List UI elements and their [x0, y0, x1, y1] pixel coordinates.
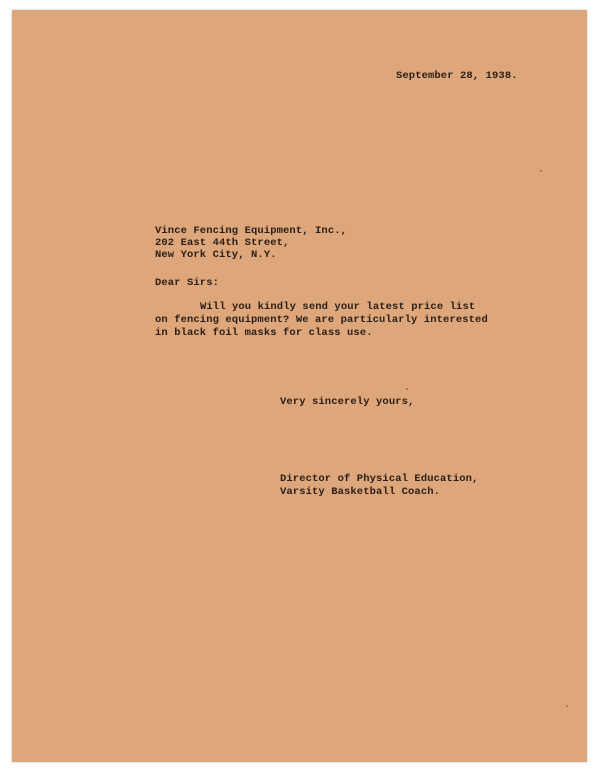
signature-line-1: Director of Physical Education,	[280, 473, 479, 485]
body-line-3: in black foil masks for class use.	[155, 327, 373, 339]
recipient-line-3: New York City, N.Y.	[155, 249, 277, 261]
letter-paper	[12, 10, 587, 762]
closing: Very sincerely yours,	[280, 396, 415, 408]
salutation: Dear Sirs:	[155, 277, 220, 289]
body-line-2: on fencing equipment? We are particularly interested	[155, 314, 488, 326]
recipient-line-1: Vince Fencing Equipment, Inc.,	[155, 225, 348, 237]
paper-speck	[566, 705, 568, 707]
letter-date: September 28, 1938.	[396, 70, 518, 82]
paper-speck	[406, 388, 408, 390]
signature-line-2: Varsity Basketball Coach.	[280, 486, 441, 498]
paper-speck	[540, 170, 542, 172]
body-line-1: Will you kindly send your latest price list	[200, 301, 476, 313]
recipient-line-2: 202 East 44th Street,	[155, 237, 290, 249]
